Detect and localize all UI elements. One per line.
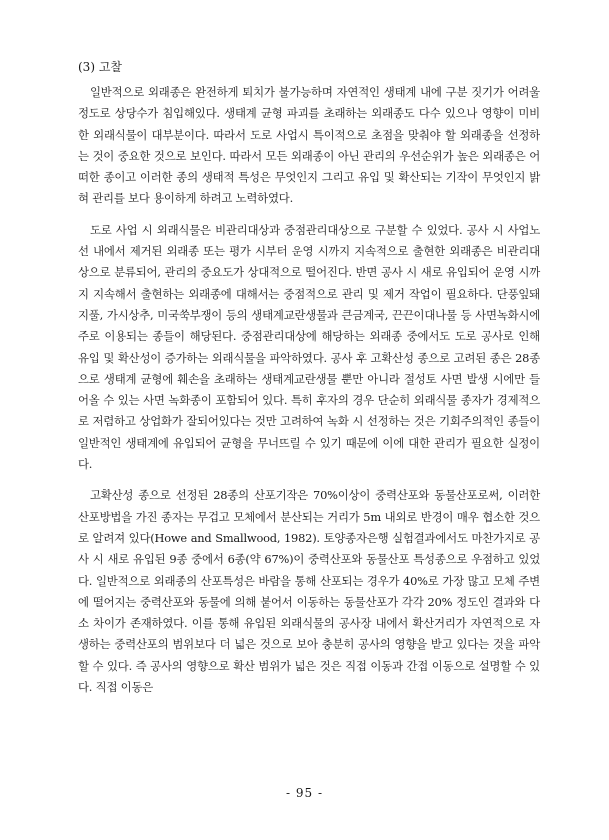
paragraph-3: 고확산성 종으로 선정된 28종의 산포기작은 70%이상이 중력산포와 동물산포로써, 이러한 산포방법을 가진 종자는 무겁고 모체에서 분산되는 거리가 5m 내외로 반경이 매우 협소한 것으로 알려져 있다(Howe and Smallwood, 1982). 토양종자은행 실험결과에서도 마찬가지로 공사 시 새로 유입된 9종 중에서 6종(약 67%)이 중력산포와 동물산포 특성종으로 우점하고 있었다. 일반적으로 외래종의 산포특성은 바람을 통해 산포되는 경우가 40%로 가장 많고 모체 주변에 떨어지는 중력산포와 동물에 의해 붙어서 이동하는 동물산포가 각각 20% 정도인 결과와 다소 차이가 존재하였다. 이를 통해 유입된 외래식물의 공사장 내에서 확산거리가 자연적으로 자생하는 중력산포의 범위보다 더 넓은 것으로 보아 충분히 공사의 영향을 받고 있다는 것을 파악할 수 있다. 즉 공사의 영향으로 확산 범위가 넓은 것은 직접 이동과 간접 이동으로 설명할 수 있다. 직접 이동은 [78,488,540,695]
paragraph-2: 도로 사업 시 외래식물은 비관리대상과 중점관리대상으로 구분할 수 있었다. 공사 시 사업노선 내에서 제거된 외래종 또는 평가 시부터 운영 시까지 지속적으로 출현한 외래종은 비관리대상으로 분류되어, 관리의 중요도가 상대적으로 떨어진다. 반면 공사 시 새로 유입되어 운영 시까지 지속해서 출현하는 외래종에 대해서는 중점적으로 관리 및 제거 작업이 필요하다. 단풍잎돼지풀, 가시상추, 미국쑥부쟁이 등의 생태계교란생물과 큰금계국, 끈끈이대나물 등 사면녹화시에 주로 이용되는 종들이 해당된다. 중점관리대상에 해당하는 외래종 중에서도 도로 공사로 인해 유입 및 확산성이 증가하는 외래식물을 파악하였다. 공사 후 고확산성 종으로 고려된 종은 28종으로 생태계 균형에 훼손을 초래하는 생태계교란생물 뿐만 아니라 절성토 사면 발생 시에만 들어올 수 있는 사면 녹화종이 포함되어 있다. 특히 후자의 경우 단순히 외래식물 종자가 경제적으로 저렴하고 상업화가 잘되어있다는 것만 고려하여 녹화 시 선정하는 것은 기회주의적인 종들이 일반적인 생태계에 유입되어 균형을 무너뜨릴 수 있기 때문에 이에 대한 관리가 필요한 실정이다. [78,222,540,472]
page-number: - 95 - [285,786,323,800]
paragraph-1: 일반적으로 외래종은 완전하게 퇴치가 불가능하며 자연적인 생태계 내에 구분 짓기가 어려울 정도로 상당수가 침입해있다. 생태계 균형 파괴를 초래하는 외래종도 다수 있으나 영향이 미비한 외래식물이 대부분이다. 따라서 도로 사업시 특이적으로 초점을 맞춰야 할 외래종을 선정하는 것이 중요한 것으로 보인다. 따라서 모든 외래종이 아닌 관리의 우선순위가 높은 외래종은 어떠한 종이고 이러한 종의 생태적 특성은 무엇인지 그리고 유입 및 확산되는 기작이 무엇인지 밝혀 관리를 보다 용이하게 하려고 노력하였다. [78,85,540,206]
section-heading: (3) 고찰 [78,60,122,74]
document-body [78,58,540,708]
